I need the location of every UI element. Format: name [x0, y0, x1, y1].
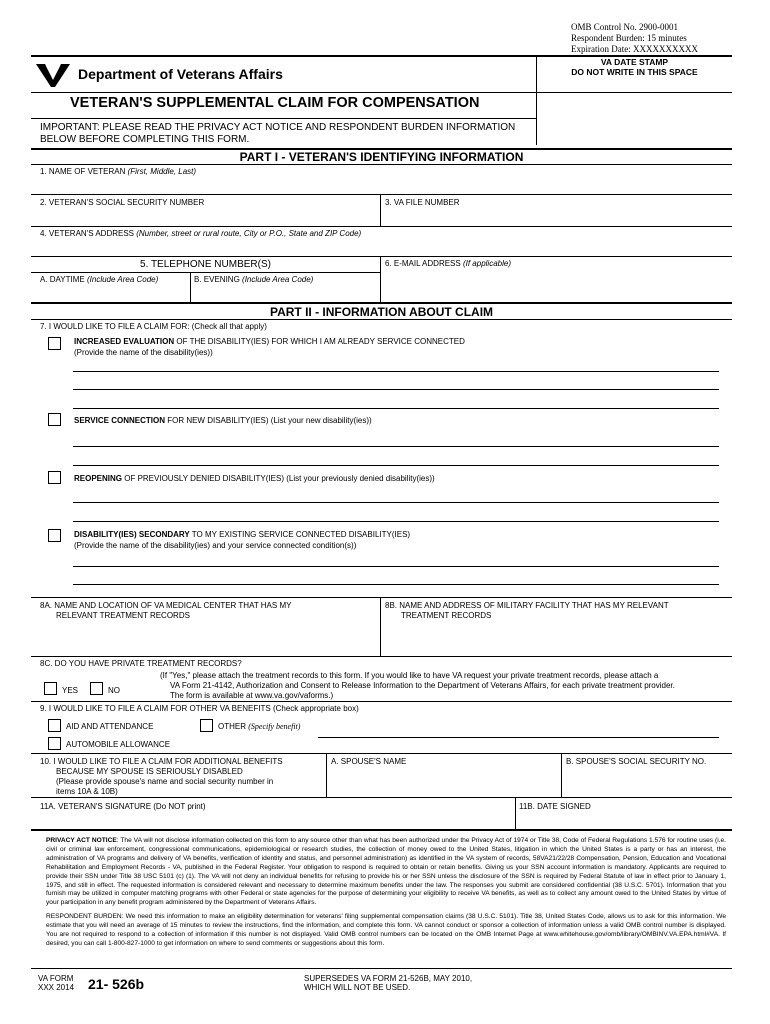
checkbox-secondary[interactable] [48, 529, 61, 542]
part1-heading: PART I - VETERAN'S IDENTIFYING INFORMATION [239, 150, 524, 164]
writing-line[interactable] [73, 502, 719, 503]
field-8c-label: 8C. DO YOU HAVE PRIVATE TREATMENT RECORDS? [40, 659, 242, 668]
department-name: Department of Veterans Affairs [78, 66, 283, 82]
field-5b-label: B. EVENING (Include Area Code) [194, 275, 314, 284]
automobile-allowance-label: AUTOMOBILE ALLOWANCE [66, 740, 171, 749]
option-reopening-label: REOPENING OF PREVIOUSLY DENIED DISABILITY(IES) (List your previously denied disability(ies)) [74, 474, 435, 483]
checkbox-reopening[interactable] [48, 471, 61, 484]
form-title: VETERAN'S SUPPLEMENTAL CLAIM FOR COMPENSATION [70, 95, 480, 111]
yes-label: YES [62, 686, 79, 695]
field-5a-label: A. DAYTIME (Include Area Code) [40, 275, 159, 284]
checkbox-aid-attendance[interactable] [48, 719, 61, 732]
writing-line[interactable] [73, 371, 719, 372]
writing-line[interactable] [73, 584, 719, 585]
omb-burden: Respondent Burden: 15 minutes [571, 33, 687, 43]
field-11a-label: 11A. VETERAN'S SIGNATURE (Do NOT print) [40, 802, 206, 811]
omb-info [571, 22, 698, 55]
writing-line[interactable] [73, 446, 719, 447]
checkbox-increased-evaluation[interactable] [48, 337, 61, 350]
va-logo-icon [35, 62, 71, 88]
option-secondary-sub: (Provide the name of the disability(ies) and your service connected condition(s)) [74, 541, 357, 550]
field-6-label: 6. E-MAIL ADDRESS (If applicable) [385, 259, 511, 268]
writing-line[interactable] [73, 566, 719, 567]
option-increased-label: INCREASED EVALUATION OF THE DISABILITY(IES) FOR WHICH I AM ALREADY SERVICE CONNECTED [74, 337, 465, 346]
stamp-line2: DO NOT WRITE IN THIS SPACE [571, 67, 698, 77]
checkbox-no[interactable] [90, 682, 103, 695]
writing-line[interactable] [73, 465, 719, 466]
writing-line[interactable] [73, 521, 719, 522]
field-10b-label: B. SPOUSE'S SOCIAL SECURITY NO. [566, 757, 707, 766]
writing-line[interactable] [73, 389, 719, 390]
omb-expiration: Expiration Date: XXXXXXXXXX [571, 44, 698, 54]
date-stamp-label [537, 57, 732, 77]
option-secondary-label: DISABILITY(IES) SECONDARY TO MY EXISTING SERVICE CONNECTED DISABILITY(IES) [74, 530, 411, 539]
checkbox-yes[interactable] [44, 682, 57, 695]
form-number: 21- 526b [88, 976, 145, 992]
other-label: OTHER (Specify benefit) [218, 722, 301, 731]
respondent-burden-notice: RESPONDENT BURDEN: We need this information to make an eligibility determination for veterans' filing supplemental compensation claims (38 U.S.C. 5101). Title 38, United States Code, allows us to ask for this information. We estimate that you will need an average of 15 minutes to review the instructions, find the information, and complete this form. VA cannot conduct or sponsor a collection of information unless a valid OMB control number is displayed. You are not required to respond to a collection of information if this number is not displayed. Valid OMB control numbers can be located on the OMB Internet Page at www.whitehouse.gov/omb/library/OMBINV.VA.EPA.html#VA. If desired, you can call 1-800-827-1000 to get information on where to send comments or suggestions about this form. [46, 913, 726, 947]
field-11b-label: 11B. DATE SIGNED [519, 802, 591, 811]
field-8c-note: (If "Yes," please attach the treatment records to this form. If you would like to have VA request your private treatment records, please attach a VA Form 21-4142, Authorization and Consent to Release Information to the Department of Veterans Affairs, for each private treatment provider. The form is available at www.va.gov/vaforms.) [160, 671, 675, 700]
field-2-label: 2. VETERAN'S SOCIAL SECURITY NUMBER [40, 198, 205, 207]
field-7-label: 7. I WOULD LIKE TO FILE A CLAIM FOR: (Check all that apply) [40, 322, 267, 331]
field-4-label: 4. VETERAN'S ADDRESS (Number, street or rural route, City or P.O., State and ZIP Code) [40, 229, 362, 238]
other-benefit-line[interactable] [318, 737, 719, 738]
important-notice: IMPORTANT: PLEASE READ THE PRIVACY ACT NOTICE AND RESPONDENT BURDEN INFORMATION BELOW BEFORE COMPLETING THIS FORM. [40, 122, 516, 145]
field-3-label: 3. VA FILE NUMBER [385, 198, 460, 207]
option-increased-sub: (Provide the name of the disability(ies)) [74, 348, 213, 357]
supersedes-note: SUPERSEDES VA FORM 21-526B, MAY 2010, WHICH WILL NOT BE USED. [304, 974, 473, 992]
form-footer-label: VA FORM XXX 2014 [38, 974, 75, 992]
stamp-line1: VA DATE STAMP [600, 57, 669, 67]
no-label: NO [108, 686, 120, 695]
field-8a-label: 8A. NAME AND LOCATION OF VA MEDICAL CENTER THAT HAS MY RELEVANT TREATMENT RECORDS [40, 601, 292, 620]
checkbox-service-connection[interactable] [48, 413, 61, 426]
privacy-act-notice: PRIVACY ACT NOTICE: The VA will not disclose information collected on this form to any source other than what has been authorized under the Privacy Act of 1974 or Title 38, Code of Federal Regulations 1.576 for routine uses (i.e. civil or criminal law enforcement, congressional communications, epidemiological or research studies, the collection of money owed to the United States, litigation in which the United States is a party or has an interest, the administration of VA programs and delivery of VA benefits, verification of identity and status, and personnel administration) as identified in the VA system of records, 58VA21/22/28 Compensation, Pension, Education and Vocational Rehabilitation and Employment Records - VA, published in the Federal Register. Your obligation to respond is required to obtain or retain benefits. Giving us your SSN account information is mandatory. Applicants are required to provide their SSN under Title 38 USC 5101 (c) (1). The VA will not deny an individual benefits for refusing to provide his or her SSN unless the disclosure of the SSN is required by Federal Statute of law in effect prior to January 1, 1975, and still in effect. The requested information is considered relevant and necessary to determine maximum benefits under the law. The responses you submit are considered confidential (38 U.S.C. 5701). Information that you furnish may be utilized in computer matching programs with other Federal or state agencies for the purpose of determining your eligibility to receive VA benefits, as well as to collect any amount owed to the United States by virtue of your participation in any benefit program administered by the Department of Veterans Affairs. RESPONDENT BURDEN: We need this information to make an eligibility determination for veterans' filing supplemental compensation claims (38 U.S.C. 5101). Title 38, United States Code, allows us to ask for this information. We estimate that you will need an average of 15 minutes to review the instructions, find the information, and complete this form. VA cannot conduct or sponsor a collection of information unless a valid OMB control number is displayed. You are not required to respond to a collection of information if this number is not displayed. Valid OMB control numbers can be located on the OMB Internet Page at www.whitehouse.gov/omb/library/OMBINV.VA.EPA.html#VA. If desired, you can call 1-800-827-1000 to get information on where to send comments or suggestions about this form. [46, 837, 726, 947]
field-1-label: 1. NAME OF VETERAN (First, Middle, Last) [40, 167, 197, 176]
field-8b-label: 8B. NAME AND ADDRESS OF MILITARY FACILITY THAT HAS MY RELEVANT TREATMENT RECORDS [385, 601, 669, 620]
aid-attendance-label: AID AND ATTENDANCE [66, 722, 154, 731]
writing-line[interactable] [73, 408, 719, 409]
field-10-label: 10. I WOULD LIKE TO FILE A CLAIM FOR ADDITIONAL BENEFITS BECAUSE MY SPOUSE IS SERIOUSLY DISABLED (Please provide spouse's name and social security number in items 10A & 10B) [40, 757, 283, 796]
field-10a-label: A. SPOUSE'S NAME [331, 757, 407, 766]
field-9-label: 9. I WOULD LIKE TO FILE A CLAIM FOR OTHER VA BENEFITS (Check appropriate box) [40, 704, 359, 713]
part2-heading: PART II - INFORMATION ABOUT CLAIM [269, 305, 494, 319]
field-5-label: 5. TELEPHONE NUMBER(S) [140, 259, 271, 270]
omb-control: OMB Control No. 2900-0001 [571, 22, 679, 32]
checkbox-automobile-allowance[interactable] [48, 737, 61, 750]
checkbox-other[interactable] [200, 719, 213, 732]
option-service-label: SERVICE CONNECTION FOR NEW DISABILITY(IES) (List your new disability(ies)) [74, 416, 372, 425]
